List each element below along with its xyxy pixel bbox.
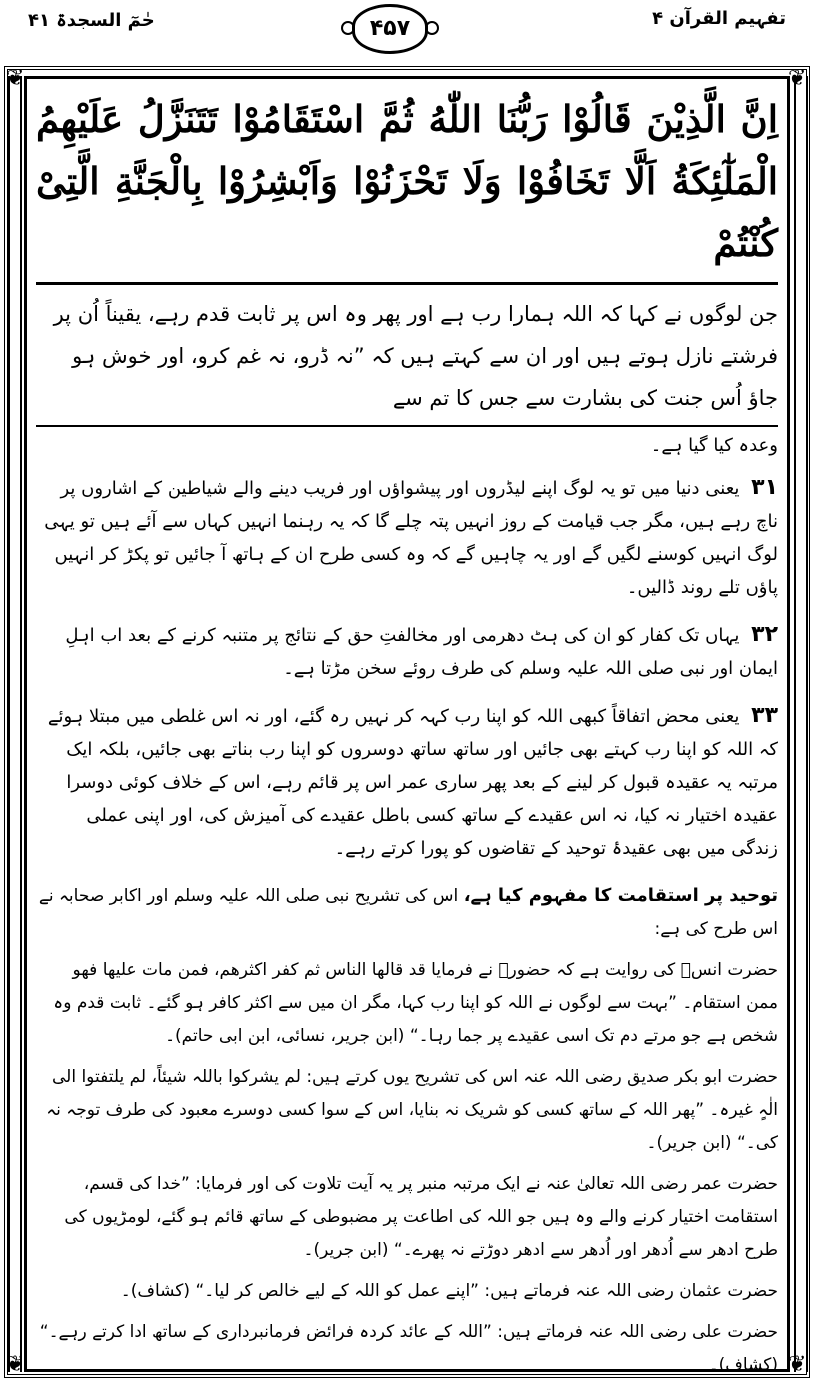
left-border-rail [8,76,22,1372]
corner-ornament-icon: ❦ [788,1352,807,1377]
page-header [0,0,816,60]
footnote-text: یعنی محض اتفاقاً کبھی اللہ کو اپنا رب کہہ کر نہیں رہ گئے، اور نہ اس غلطی میں مبتلا ہوئے کہ اللہ کو اپنا رب کہتے بھی جائیں اور ساتھ ساتھ دوسروں کو اپنا رب بناتے بھی جائیں، بلکہ ایک مرتبہ یہ عقیدہ قبول کر لینے کے بعد پھر ساری عمر اس پر قائم رہے، اس کے خلاف کوئی دوسرا عقیدہ اختیار نہ کیا، نہ اس عقیدے کے ساتھ کسی باطل عقیدے کی آمیزش کی، اور اپنی عملی زندگی میں بھی عقیدۂ توحید کے تقاضوں کو پورا کرتے رہے۔ [47,706,778,859]
footnote-number: ۳۱ [751,475,778,500]
right-border-rail [794,76,808,1372]
paragraph [36,1316,778,1382]
paragraph [36,954,778,1053]
translation-continuation: وعدہ کیا گیا ہے۔ [650,435,778,456]
page-number: ۴۵۷ [352,4,428,54]
footnote [36,618,778,685]
ayah-translation: جن لوگوں نے کہا کہ اللہ ہمارا رب ہے اور پھر وہ اس پر ثابت قدم رہے، یقیناً اُن پر فرشتے نازل ہوتے ہیں اور ان سے کہتے ہیں کہ ”نہ ڈرو، نہ غم کرو، اور خوش ہو جاؤ اُس جنت کی بشارت سے جس کا تم سے [36,285,778,427]
surah-header: حٰمٓ السجدۃ ۴۱ [28,10,155,31]
footnote-number: ۳۳ [751,703,778,728]
paragraph-text: حضرت علی رضی اللہ عنہ فرماتے ہیں: ”اللہ کے عائد کردہ فرائض فرمانبرداری کے ساتھ ادا کرتے رہے۔“ (کشاف)۔ [39,1322,778,1375]
corner-ornament-icon: ❦ [6,66,25,91]
paragraph [36,1168,778,1267]
quran-ayah: اِنَّ الَّذِیْنَ قَالُوْا رَبُّنَا اللّٰهُ ثُمَّ اسْتَقَامُوْا تَتَنَزَّلُ عَلَیْهِمُ الْمَلٰٓئِكَةُ اَلَّا تَخَافُوْا وَلَا تَحْزَنُوْا وَاَبْشِرُوْا بِالْجَنَّةِ الَّتِیْ كُنْتُمْ [36,84,778,285]
paragraph [36,1275,778,1308]
paragraph-text: اس کی تشریح نبی صلی اللہ علیہ وسلم اور اکابر صحابہ نے اس طرح کی ہے: [38,886,778,939]
paragraph-text: حضرت عثمان رضی اللہ عنہ فرماتے ہیں: ”اپنے عمل کو اللہ کے لیے خالص کر لیا۔“ (کشاف)۔ [120,1281,778,1301]
page-content [36,84,778,1390]
corner-ornament-icon: ❦ [6,1352,25,1377]
paragraph-text: حضرت عمر رضی اللہ تعالیٰ عنہ نے ایک مرتبہ منبر پر یہ آیت تلاوت کی اور فرمایا: ”خدا کی قسم، استقامت اختیار کرنے والے وہ ہیں جو اللہ کی اطاعت پر مضبوطی کے ساتھ قائم ہو گئے، لومڑیوں کی طرح ادھر سے اُدھر اور اُدھر سے ادھر دوڑتے نہ پھرے۔“ (ابن جریر)۔ [64,1174,778,1260]
footnote-text: یہاں تک کفار کو ان کی ہٹ دھرمی اور مخالفتِ حق کے نتائج پر متنبہ کرنے کے بعد اب اہلِ ایمان اور نبی صلی اللہ علیہ وسلم کی طرف روئے سخن مڑتا ہے۔ [65,625,778,679]
paragraph-heading: توحید پر استقامت کا مفہوم کیا ہے، [463,885,778,906]
paragraph [36,1061,778,1160]
footnote [36,699,778,865]
paragraph-text: حضرت ابو بکر صدیق رضی اللہ عنہ اس کی تشریح یوں کرتے ہیں: لم یشرکوا باللہ شیئاً، لم یلتفتوا الی الٰہٍ غیرہ۔ ”پھر اللہ کے ساتھ کسی کو شریک نہ بنایا، اس کے سوا کسی دوسرے معبود کی طرف توجہ نہ کی۔“ (ابن جریر)۔ [46,1067,778,1153]
footnote-number: ۳۲ [751,622,778,647]
footnote-text: یعنی دنیا میں تو یہ لوگ اپنے لیڈروں اور پیشواؤں اور فریب دینے والے شیاطین کے اشاروں پر ناچ رہے ہیں، مگر جب قیامت کے روز انہیں پتہ چلے گا کہ یہ رہنما انہیں کہاں سے آئے ہیں تو یہی لوگ انہیں کوسنے لگیں گے اور یہ چاہیں گے کہ وہ کسی طرح ان کے ہاتھ آ جائیں تو پکڑ کر انہیں پاؤں تلے روند ڈالیں۔ [44,478,778,598]
book-title: تفہیم القرآن ۴ [652,8,786,29]
footnote [36,471,778,604]
corner-ornament-icon: ❦ [788,66,807,91]
paragraph [36,879,778,946]
paragraph-text: حضرت انسؓ کی روایت ہے کہ حضورؐ نے فرمایا قد قالها الناس ثم کفر اکثرهم، فمن مات علیها فهو ممن استقام۔ ”بہت سے لوگوں نے اللہ کو اپنا رب کہا، مگر ان میں سے اکثر کافر ہو گئے۔ ثابت قدم وہ شخص ہے جو مرتے دم تک اسی عقیدے پر جما رہا۔“ (ابن جریر، نسائی، ابن ابی حاتم)۔ [53,960,778,1046]
